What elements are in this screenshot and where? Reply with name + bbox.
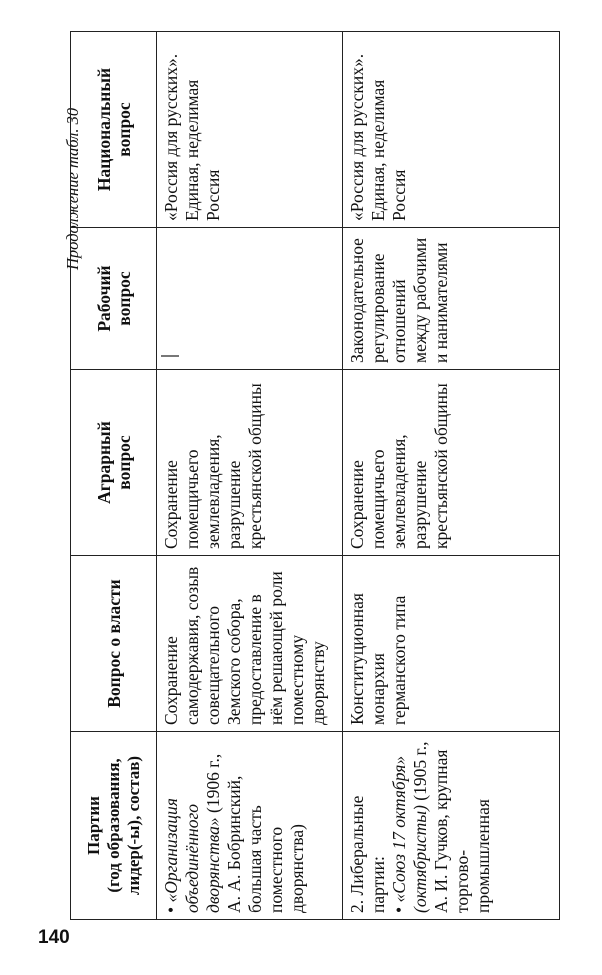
header-party: Партии (год образования, лидер(-ы), состав) (71, 732, 157, 920)
cell-national: «Россия для русских». Единая, неделимая Россия (343, 32, 560, 228)
cell-national: «Россия для русских». Единая, неделимая Россия (157, 32, 343, 228)
party-group-heading: 2. Либеральные партии: (347, 795, 388, 913)
header-national: Национальный вопрос (71, 32, 157, 228)
table-row (157, 32, 343, 920)
cell-labor (157, 228, 343, 370)
rotated-table-container (70, 32, 560, 920)
parties-table (70, 31, 560, 920)
party-details: (1905 г., А. И. Гучков, крупная торгово-промышленная (410, 741, 493, 913)
cell-party (157, 732, 343, 920)
header-labor: Рабочий вопрос (71, 228, 157, 370)
table-header-row (71, 32, 157, 920)
cell-labor: Законодательное регулирование отношений между рабочими и нанимателями (343, 228, 560, 370)
party-name: «Союз 17 октября» (октябристы) (389, 755, 430, 913)
cell-agrarian: Сохранение помещичьего землевладения, разрушение крестьянской общины (343, 370, 560, 556)
cell-agrarian: Сохранение помещичьего землевладения, разрушение крестьянской общины (157, 370, 343, 556)
cell-party (343, 732, 560, 920)
party-details: (1906 г., А. А. Бобринский, большая часть поместного дворянства) (203, 753, 307, 913)
header-agrarian: Аграрный вопрос (71, 370, 157, 556)
page-number: 140 (38, 927, 70, 948)
party-name: «Организация объединённого дворянства» (161, 798, 223, 913)
table-row (343, 32, 560, 920)
cell-power: Сохранение самодержавия, созыв совещательного Земского собора, предоставление в нём решающей роли поместному дворянству (157, 556, 343, 732)
pencil-mark (161, 355, 179, 357)
header-power: Вопрос о власти (71, 556, 157, 732)
cell-power: Конституционная монархия германского типа (343, 556, 560, 732)
table-continuation-caption: Продолжение табл. 30 (63, 107, 82, 270)
